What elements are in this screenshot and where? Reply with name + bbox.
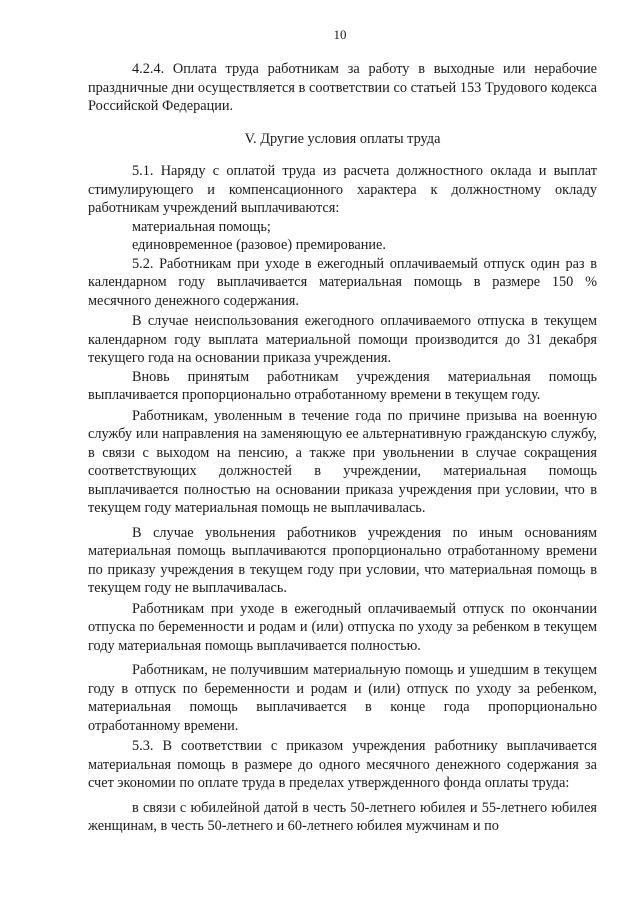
section-heading: V. Другие условия оплаты труда xyxy=(244,130,441,147)
document-body xyxy=(88,60,597,836)
page-number: 10 xyxy=(333,27,347,42)
paragraph-5-2-new-employees: Вновь принятым работникам учреждения материальная помощь выплачивается пропорционально отработанному времени в текущем году. xyxy=(88,368,597,403)
paragraph-5-1: 5.1. Наряду с оплатой труда из расчета должностного оклада и выплат стимулирующего и компенсационного характера к должностному окладу работникам учреждений выплачиваются: xyxy=(88,163,597,216)
paragraph-5-2-after-maternity: Работникам при уходе в ежегодный оплачиваемый отпуск по окончании отпуска по беременности и родам и (или) отпуска по уходу за ребенком в текущем году материальная помощь выплачивается полностью. xyxy=(88,600,597,654)
list-item-bonus: единовременное (разовое) премирование. xyxy=(132,237,386,253)
paragraph-5-2: 5.2. Работникам при уходе в ежегодный оплачиваемый отпуск один раз в календарном году выплачивается материальная помощь в размере 150 % месячного денежного содержания. xyxy=(88,255,597,309)
paragraph-5-2-unused-leave: В случае неиспользования ежегодного оплачиваемого отпуска в текущем календарном году выплата материальной помощи производится до 31 декабря текущего года на основании приказа учреждения. xyxy=(88,313,597,366)
paragraph-5-2-dismissed: Работникам, уволенным в течение года по причине призыва на военную службу или направления на заменяющую ее альтернативную гражданскую службу, в связи с выходом на пенсию, а также при увольнении в случае сокращения соответствующих должностей в учреждении, материальная помощь выплачивается полностью на основании приказа учреждения при условии, что в текущем году материальная помощь не выплачивалась. xyxy=(88,407,597,516)
paragraph-5-3: 5.3. В соответствии с приказом учреждения работнику выплачивается материальная помощь в размере до одного месячного денежного содержания за счет экономии по оплате труда в пределах утвержденного фонда оплаты труда: xyxy=(88,738,597,791)
paragraph-5-2-other-grounds: В случае увольнения работников учреждения по иным основаниям материальная помощь выплачиваются пропорционально отработанному времени по приказу учреждения в текущем году при условии, что материальная помощь в текущем году не выплачивалась. xyxy=(88,524,597,596)
paragraph-4-2-4: 4.2.4. Оплата труда работникам за работу в выходные или нерабочие праздничные дни осуществляется в соответствии со статьей 153 Трудового кодекса Российской Федерации. xyxy=(88,61,597,114)
paragraph-5-3-anniversary: в связи с юбилейной датой в честь 50-летнего юбилея и 55-летнего юбилея женщинам, в честь 50-летнего и 60-летнего юбилея мужчинам и по xyxy=(88,799,597,834)
paragraph-5-2-maternity-leave: Работникам, не получившим материальную помощь и ушедшим в текущем году в отпуск по беременности и родам и (или) отпуск по уходу за ребенком, материальная помощь выплачивается в конце года пропорционально отработанному времени. xyxy=(88,662,597,734)
list-item-material-aid: материальная помощь; xyxy=(132,218,271,235)
